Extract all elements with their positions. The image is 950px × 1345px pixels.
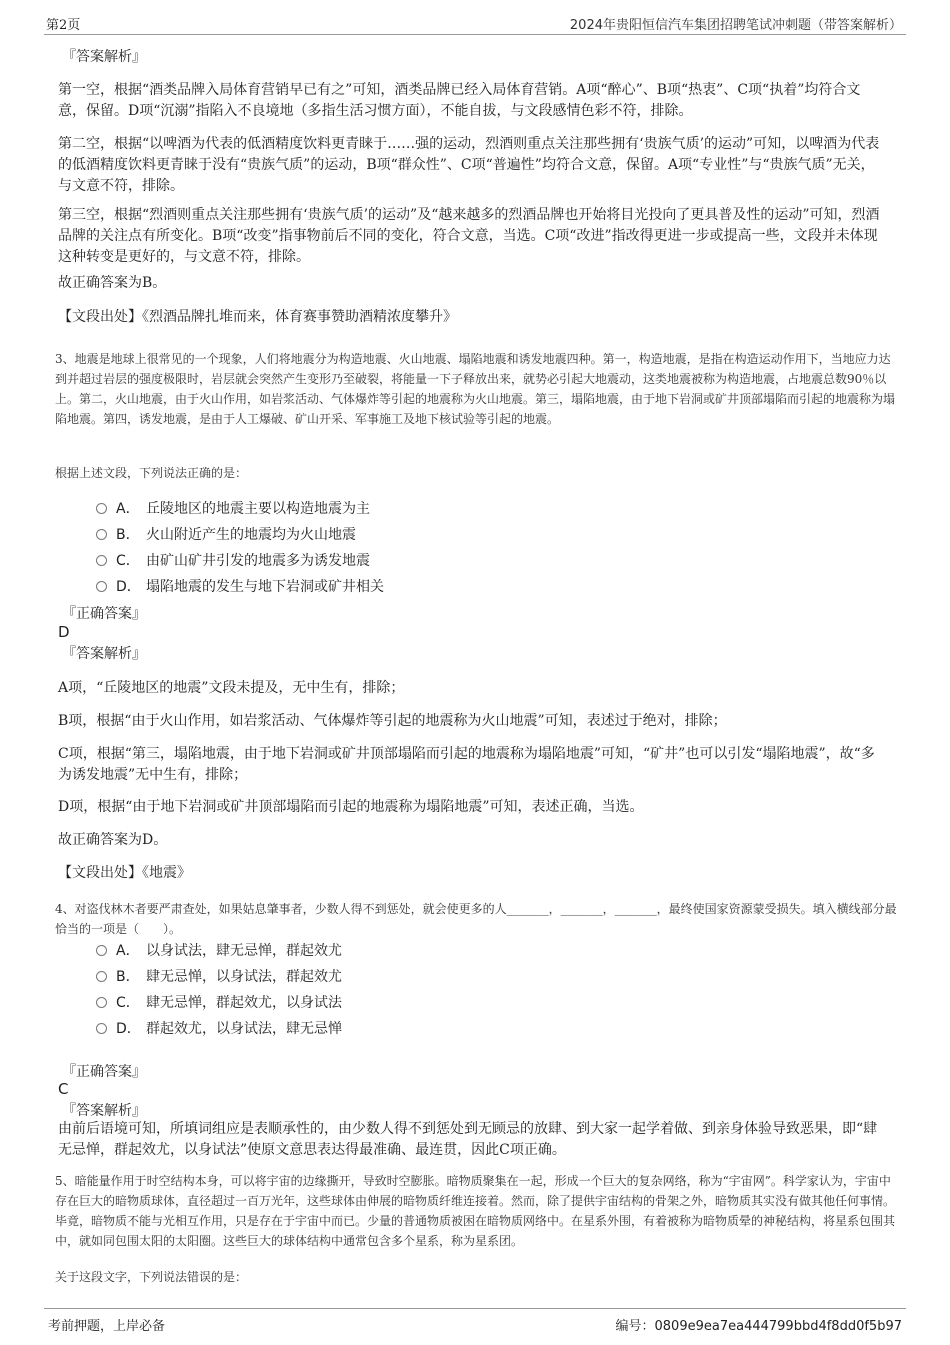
q3-conclusion: 故正确答案为D。: [58, 832, 168, 848]
q4-passage: 4、对盗伐林木者要严肃查处，如果姑息肇事者，少数人得不到惩处，就会使更多的人_______，_______，_______，最终使国家资源蒙受损失。填入横线部分最恰当的一项是（ ）。: [55, 902, 897, 936]
q3-passage: 3、地震是地球上很常见的一个现象，人们将地震分为构造地震、火山地震、塌陷地震和诱发地震四种。第一，构造地震，是指在构造运动作用下，当地应力达到并超过岩层的强度极限时，岩层就会突然产生变形乃至破裂，将能量一下子释放出来，就势必引起大地震动，这类地震被称为构造地震，占地震总数90％以上。第二，火山地震，由于火山作用，如岩浆活动、气体爆炸等引起的地震称为火山地震。第三，塌陷地震，由于地下岩洞或矿井顶部塌陷而引起的地震称为塌陷地震。第四，诱发地震，是由于人工爆破、矿山开采、军事施工及地下核试验等引起的地震。: [55, 352, 896, 426]
q2-analysis-paragraph-2: 第二空，根据“以啤酒为代表的低酒精度饮料更青睐于……强的运动，烈酒则重点关注那些拥有‘贵族气质’的运动”可知，以啤酒为代表的低酒精度饮料更青睐于没有“贵族气质”的运动，B项“群众性”、C项“普遍性”均符合文意，保留。A项“专业性”与“贵族气质”无关，与文意不符，排除。: [58, 136, 880, 194]
q3-analysis-c: C项，根据“第三，塌陷地震，由于地下岩洞或矿井顶部塌陷而引起的地震称为塌陷地震”可知，“矿井”也可以引发“塌陷地震”，故“多为诱发地震”无中生有，排除；: [58, 746, 875, 783]
page-number: 第2页: [46, 18, 81, 33]
q4-option-c[interactable]: C． 肆无忌惮，群起效尤，以身试法: [96, 993, 342, 1013]
q3-source: 【文段出处】《地震》: [58, 865, 191, 881]
document-title: 2024年贵阳恒信汽车集团招聘笔试冲刺题（带答案解析）: [569, 18, 902, 33]
radio-icon[interactable]: [96, 581, 107, 592]
q3-option-b[interactable]: B． 火山附近产生的地震均为火山地震: [96, 525, 356, 545]
radio-icon[interactable]: [96, 971, 107, 982]
q2-analysis-label: 『答案解析』: [62, 49, 146, 65]
q4-option-a[interactable]: A． 以身试法，肆无忌惮，群起效尤: [96, 941, 342, 961]
q3-analysis-b: B项，根据“由于火山作用，如岩浆活动、气体爆炸等引起的地震称为火山地震”可知，表述过于绝对，排除；: [58, 713, 727, 729]
q3-option-d[interactable]: D． 塌陷地震的发生与地下岩洞或矿井相关: [96, 577, 384, 597]
q2-conclusion: 故正确答案为B。: [58, 275, 167, 291]
radio-icon[interactable]: [96, 555, 107, 566]
page-footer: [44, 1308, 906, 1333]
q4-analysis-label: 『答案解析』: [62, 1103, 146, 1119]
radio-icon[interactable]: [96, 1023, 107, 1034]
footer-slogan: 考前押题，上岸必备: [48, 1319, 166, 1334]
q3-analysis-d: D项，根据“由于地下岩洞或矿井顶部塌陷而引起的地震称为塌陷地震”可知，表述正确，当选。: [58, 799, 644, 815]
document-id: 编号：0809e9ea7ea444799bbd4f8dd0f5b97: [615, 1319, 902, 1334]
q4-option-b[interactable]: B． 肆无忌惮，以身试法，群起效尤: [96, 967, 342, 987]
q5-passage: 5、暗能量作用于时空结构本身，可以将宇宙的边缘撕开，导致时空膨胀。暗物质聚集在一起，形成一个巨大的复杂网络，称为“宇宙网”。科学家认为，宇宙中存在巨大的暗物质球体，直径超过一百万光年，这些球体由伸展的暗物质纤维连接着。然而，除了提供宇宙结构的骨架之外，暗物质其实没有做其他任何事情。毕竟，暗物质不能与光相互作用，只是存在于宇宙中而已。少量的普通物质被困在暗物质网络中。在星系外围，有着被称为暗物质晕的神秘结构，将星系包围其中，就如同包围太阳的太阳圈。这些巨大的球体结构中通常包含多个星系，称为星系团。: [55, 1174, 896, 1248]
q3-analysis-a: A项，“丘陵地区的地震”文段未提及，无中生有，排除；: [58, 680, 405, 696]
page-header: [44, 12, 906, 35]
q5-prompt: 关于这段文字，下列说法错误的是：: [55, 1270, 248, 1284]
q3-analysis-label: 『答案解析』: [62, 646, 146, 662]
radio-icon[interactable]: [96, 529, 107, 540]
q3-answer-label: 『正确答案』: [62, 606, 146, 622]
q4-option-d[interactable]: D． 群起效尤，以身试法，肆无忌惮: [96, 1019, 342, 1039]
radio-icon[interactable]: [96, 997, 107, 1008]
q2-analysis-paragraph-3: 第三空，根据“烈酒则重点关注那些拥有‘贵族气质’的运动”及“越来越多的烈酒品牌也开始将目光投向了更具普及性的运动”可知，烈酒品牌的关注点有所变化。B项“改变”指事物前后不同的变化，符合文意，当选。C项“改进”指改得更进一步或提高一些，文段并未体现这种转变是更好的，与文意不符，排除。: [58, 207, 880, 265]
q4-correct-answer: C: [58, 1080, 69, 1098]
q2-source: 【文段出处】《烈酒品牌扎堆而来，体育赛事赞助酒精浓度攀升》: [58, 309, 457, 325]
q4-analysis: 由前后语境可知，所填词组应是表顺承性的，由少数人得不到惩处到无顾忌的放肆、到大家一起学着做、到亲身体验导致恶果，即“肆无忌惮，群起效尤，以身试法”使原文意思表达得最准确、最连贯，因此C项正确。: [58, 1121, 878, 1158]
q3-prompt: 根据上述文段，下列说法正确的是：: [55, 466, 248, 480]
q4-answer-label: 『正确答案』: [62, 1064, 146, 1080]
q3-correct-answer: D: [58, 623, 70, 641]
radio-icon[interactable]: [96, 945, 107, 956]
q3-option-c[interactable]: C． 由矿山矿井引发的地震多为诱发地震: [96, 551, 370, 571]
radio-icon[interactable]: [96, 503, 107, 514]
q2-analysis-paragraph-1: 第一空，根据“酒类品牌入局体育营销早已有之”可知，酒类品牌已经入局体育营销。A项“醉心”、B项“热衷”、C项“执着”均符合文意，保留。D项“沉溺”指陷入不良境地（多指生活习惯方面），不能自拔，与文段感情色彩不符，排除。: [58, 82, 861, 119]
q3-option-a[interactable]: A． 丘陵地区的地震主要以构造地震为主: [96, 499, 370, 519]
